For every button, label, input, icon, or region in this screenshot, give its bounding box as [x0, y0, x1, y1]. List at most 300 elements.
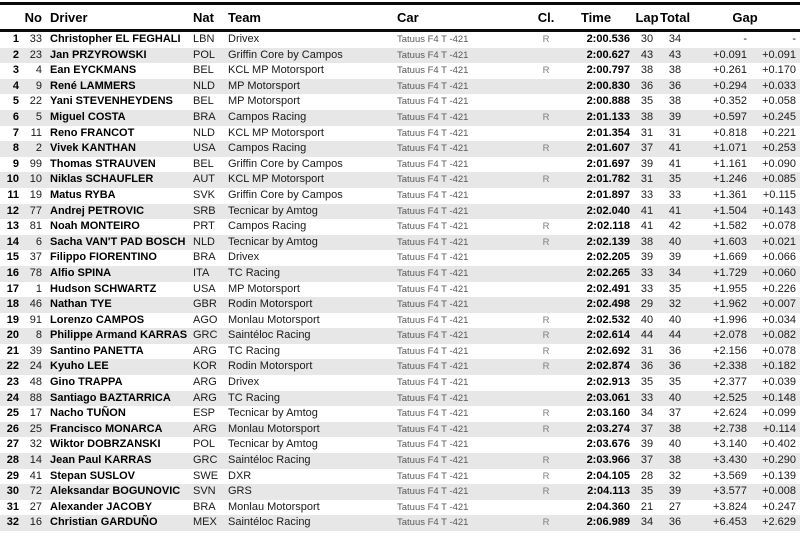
class-cell: R — [542, 330, 550, 342]
car-cell: Tatuus F4 T -421 — [397, 299, 469, 311]
driver-name-cell: Gino TRAPPA — [50, 376, 123, 389]
class-cell: R — [542, 455, 550, 467]
car-number-cell: 91 — [29, 313, 42, 326]
car-number-cell: 1 — [35, 282, 42, 295]
result-row — [0, 375, 800, 391]
time-column-header: Time — [558, 4, 634, 31]
team-cell: Monlau Motorsport — [228, 422, 320, 435]
total-laps-cell: 43 — [668, 48, 682, 61]
class-cell — [534, 250, 558, 266]
nationality-cell: SRB — [193, 204, 216, 217]
car-number-cell: 37 — [29, 251, 42, 264]
total-laps-cell: 39 — [668, 485, 682, 498]
class-cell — [534, 157, 558, 173]
class-cell — [534, 437, 558, 453]
best-time-cell: 2:02.139 — [586, 235, 630, 248]
total-laps-cell: 41 — [668, 204, 682, 217]
nationality-cell: SWE — [193, 469, 219, 482]
interval-cell: +0.082 — [762, 329, 797, 342]
lap-cell: 41 — [640, 204, 654, 217]
result-row — [0, 344, 800, 360]
nationality-cell: ITA — [193, 266, 210, 279]
driver-name-cell: Philippe Armand KARRAS — [50, 329, 188, 342]
position-cell: 25 — [6, 407, 19, 420]
gap-cell: +3.577 — [713, 485, 747, 498]
car-cell: Tatuus F4 T -421 — [397, 49, 469, 61]
best-time-cell: 2:01.133 — [586, 110, 630, 123]
driver-name-cell: Santiago BAZTARRICA — [50, 391, 171, 404]
gap-cell: +3.569 — [713, 469, 747, 482]
gap-cell: +2.156 — [713, 344, 747, 357]
driver-name-cell: Jean Paul KARRAS — [50, 454, 152, 467]
car-number-cell: 4 — [35, 64, 42, 77]
team-cell: TC Racing — [228, 391, 280, 404]
result-row — [0, 469, 800, 485]
class-cell — [534, 500, 558, 516]
nationality-cell: GRC — [193, 454, 218, 467]
position-cell: 2 — [12, 48, 19, 61]
car-number-cell: 39 — [29, 344, 42, 357]
class-cell: R — [542, 408, 550, 420]
lap-cell: 43 — [640, 48, 654, 61]
lap-cell: 36 — [640, 360, 654, 373]
driver-name-cell: Niklas SCHAUFLER — [50, 173, 154, 186]
nationality-cell: ARG — [193, 344, 217, 357]
class-column-header: Cl. — [534, 4, 558, 31]
best-time-cell: 2:02.913 — [586, 376, 630, 389]
gap-cell: - — [743, 33, 747, 45]
driver-name-cell: Matus RYBA — [50, 188, 116, 201]
interval-cell: +0.402 — [762, 438, 797, 451]
best-time-cell: 2:02.614 — [586, 329, 630, 342]
team-cell: DXR — [228, 469, 252, 482]
car-cell: Tatuus F4 T -421 — [397, 127, 469, 139]
interval-cell: +0.039 — [762, 376, 797, 389]
nationality-cell: SVN — [193, 485, 216, 498]
driver-name-cell: Reno FRANCOT — [50, 126, 135, 139]
car-cell: Tatuus F4 T -421 — [397, 189, 469, 201]
best-time-cell: 2:03.061 — [586, 391, 630, 404]
car-number-cell: 27 — [29, 500, 42, 513]
lap-cell: 31 — [640, 344, 654, 357]
car-cell: Tatuus F4 T -421 — [397, 423, 469, 435]
car-number-cell: 5 — [35, 110, 42, 123]
class-cell: R — [542, 470, 550, 482]
result-row — [0, 500, 800, 516]
car-cell: Tatuus F4 T -421 — [397, 111, 469, 123]
class-cell: R — [542, 221, 550, 233]
results-table-body — [0, 31, 800, 532]
interval-cell: +0.033 — [762, 79, 797, 92]
result-row — [0, 63, 800, 79]
nationality-cell: ARG — [193, 391, 217, 404]
nationality-cell: BEL — [193, 157, 214, 170]
total-laps-cell: 36 — [668, 516, 682, 529]
gap-cell: +6.453 — [713, 516, 747, 529]
nationality-cell: BEL — [193, 95, 214, 108]
nationality-cell: ARG — [193, 422, 217, 435]
gap-cell: +1.161 — [713, 157, 747, 170]
nationality-cell: BRA — [193, 251, 216, 264]
best-time-cell: 2:02.205 — [586, 251, 630, 264]
result-row — [0, 297, 800, 313]
team-cell: Drivex — [228, 33, 260, 45]
result-row — [0, 31, 800, 48]
driver-name-cell: Yani STEVENHEYDENS — [50, 95, 173, 108]
nationality-cell: BRA — [193, 110, 216, 123]
team-cell: Monlau Motorsport — [228, 500, 320, 513]
lap-cell: 39 — [640, 438, 654, 451]
position-cell: 4 — [12, 79, 19, 92]
interval-cell: +0.290 — [762, 454, 797, 467]
lap-cell: 44 — [640, 329, 654, 342]
lap-cell: 30 — [640, 33, 654, 45]
driver-name-cell: Stepan SUSLOV — [50, 469, 135, 482]
team-cell: Rodin Motorsport — [228, 298, 313, 311]
driver-name-cell: Ean EYCKMANS — [50, 64, 137, 77]
result-row — [0, 110, 800, 126]
car-cell: Tatuus F4 T -421 — [397, 517, 469, 529]
class-cell — [534, 375, 558, 391]
driver-name-cell: Alexander JACOBY — [50, 500, 153, 513]
driver-name-cell: Lorenzo CAMPOS — [50, 313, 145, 326]
team-cell: MP Motorsport — [228, 282, 300, 295]
best-time-cell: 2:02.491 — [586, 282, 630, 295]
best-time-cell: 2:03.966 — [586, 454, 630, 467]
team-cell: Tecnicar by Amtog — [228, 407, 318, 420]
team-cell: KCL MP Motorsport — [228, 126, 324, 139]
driver-column-header: Driver — [44, 4, 192, 31]
car-cell: Tatuus F4 T -421 — [397, 267, 469, 279]
car-cell: Tatuus F4 T -421 — [397, 252, 469, 264]
gap-cell: +1.603 — [713, 235, 747, 248]
nationality-cell: POL — [193, 438, 216, 451]
team-cell: Drivex — [228, 251, 260, 264]
car-number-cell: 33 — [29, 33, 42, 45]
gap-cell: +2.338 — [713, 360, 747, 373]
interval-cell: +0.085 — [762, 173, 797, 186]
total-column-header: Total — [660, 4, 690, 31]
best-time-cell: 2:01.354 — [586, 126, 630, 139]
class-cell — [534, 282, 558, 298]
car-cell: Tatuus F4 T -421 — [397, 143, 469, 155]
result-row — [0, 266, 800, 282]
car-number-cell: 78 — [29, 266, 42, 279]
lap-cell: 31 — [640, 126, 654, 139]
lap-cell: 28 — [640, 469, 654, 482]
driver-name-cell: Francisco MONARCA — [50, 422, 163, 435]
best-time-cell: 2:00.830 — [586, 79, 630, 92]
car-cell: Tatuus F4 T -421 — [397, 470, 469, 482]
interval-cell: +0.170 — [762, 64, 797, 77]
position-cell: 18 — [6, 298, 19, 311]
lap-cell: 37 — [640, 422, 654, 435]
position-cell: 29 — [6, 469, 19, 482]
nationality-cell: LBN — [193, 33, 215, 45]
position-cell: 24 — [6, 391, 19, 404]
best-time-cell: 2:06.989 — [586, 516, 630, 529]
result-row — [0, 48, 800, 64]
car-number-cell: 22 — [29, 95, 42, 108]
position-cell: 10 — [6, 173, 19, 186]
gap-column-header: Gap — [690, 4, 800, 31]
result-row — [0, 188, 800, 204]
team-cell: Tecnicar by Amtog — [228, 204, 318, 217]
class-cell: R — [542, 111, 550, 123]
class-cell: R — [542, 34, 550, 45]
team-cell: Drivex — [228, 376, 260, 389]
interval-cell: +0.182 — [762, 360, 797, 373]
class-cell: R — [542, 174, 550, 186]
lap-cell: 29 — [640, 298, 654, 311]
interval-cell: +0.090 — [762, 157, 797, 170]
class-cell: R — [542, 517, 550, 529]
best-time-cell: 2:00.627 — [586, 48, 630, 61]
total-laps-cell: 40 — [668, 235, 682, 248]
interval-cell: +0.060 — [762, 266, 797, 279]
best-time-cell: 2:04.105 — [586, 469, 630, 482]
best-time-cell: 2:01.607 — [586, 142, 630, 155]
car-cell: Tatuus F4 T -421 — [397, 345, 469, 357]
team-cell: Tecnicar by Amtog — [228, 235, 318, 248]
total-laps-cell: 39 — [668, 251, 682, 264]
class-cell: R — [542, 236, 550, 248]
car-cell: Tatuus F4 T -421 — [397, 80, 469, 92]
car-cell: Tatuus F4 T -421 — [397, 501, 469, 513]
lap-cell: 35 — [640, 95, 654, 108]
interval-cell: - — [792, 33, 797, 45]
car-number-column-header: No — [22, 4, 44, 31]
team-cell: GRS — [228, 485, 252, 498]
driver-name-cell: Miguel COSTA — [50, 110, 126, 123]
interval-cell: +0.253 — [762, 142, 797, 155]
nationality-cell: POL — [193, 48, 216, 61]
interval-cell: +0.021 — [762, 235, 797, 248]
lap-cell: 34 — [640, 407, 654, 420]
best-time-cell: 2:00.797 — [586, 64, 630, 77]
car-number-cell: 88 — [29, 391, 42, 404]
gap-cell: +1.962 — [713, 298, 747, 311]
nationality-cell: GRC — [193, 329, 218, 342]
lap-cell: 35 — [640, 376, 654, 389]
total-laps-cell: 36 — [668, 344, 682, 357]
team-cell: TC Racing — [228, 344, 280, 357]
car-cell: Tatuus F4 T -421 — [397, 455, 469, 467]
gap-cell: +1.996 — [713, 313, 747, 326]
class-cell: R — [542, 361, 550, 373]
nationality-column-header: Nat — [192, 4, 227, 31]
team-cell: Griffin Core by Campos — [228, 157, 343, 170]
nationality-cell: NLD — [193, 235, 216, 248]
lap-cell: 36 — [640, 79, 654, 92]
interval-cell: +0.058 — [762, 95, 797, 108]
team-cell: Monlau Motorsport — [228, 313, 320, 326]
driver-name-cell: Vivek KANTHAN — [50, 142, 136, 155]
class-cell: R — [542, 65, 550, 77]
class-cell: R — [542, 423, 550, 435]
lap-cell: 39 — [640, 251, 654, 264]
driver-name-cell: Kyuho LEE — [50, 360, 109, 373]
best-time-cell: 2:01.897 — [586, 188, 630, 201]
best-time-cell: 2:03.676 — [586, 438, 630, 451]
car-cell: Tatuus F4 T -421 — [397, 314, 469, 326]
interval-cell: +0.007 — [762, 298, 797, 311]
result-row — [0, 437, 800, 453]
car-number-cell: 17 — [29, 407, 42, 420]
lap-cell: 33 — [640, 391, 654, 404]
driver-name-cell: Wiktor DOBRZANSKI — [50, 438, 161, 451]
car-cell: Tatuus F4 T -421 — [397, 392, 469, 404]
total-laps-cell: 35 — [668, 173, 682, 186]
car-cell: Tatuus F4 T -421 — [397, 330, 469, 342]
lap-cell: 40 — [640, 313, 654, 326]
result-row — [0, 79, 800, 95]
interval-cell: +0.114 — [762, 422, 797, 435]
class-cell: R — [542, 345, 550, 357]
car-number-cell: 16 — [29, 516, 42, 529]
position-cell: 16 — [6, 266, 19, 279]
best-time-cell: 2:03.160 — [586, 407, 630, 420]
total-laps-cell: 38 — [668, 64, 682, 77]
position-cell: 6 — [12, 110, 19, 123]
nationality-cell: BRA — [193, 500, 216, 513]
gap-cell: +2.738 — [713, 422, 747, 435]
driver-name-cell: Christopher EL FEGHALI — [50, 33, 181, 45]
position-cell: 32 — [6, 516, 19, 529]
gap-cell: +0.352 — [713, 95, 747, 108]
gap-cell: +2.624 — [713, 407, 747, 420]
car-cell: Tatuus F4 T -421 — [397, 34, 469, 45]
total-laps-cell: 40 — [668, 391, 682, 404]
total-laps-cell: 34 — [668, 33, 682, 45]
gap-cell: +2.525 — [713, 391, 747, 404]
lap-cell: 34 — [640, 516, 654, 529]
position-cell: 31 — [6, 500, 19, 513]
interval-cell: +2.629 — [762, 516, 797, 529]
team-cell: MP Motorsport — [228, 95, 300, 108]
team-cell: KCL MP Motorsport — [228, 64, 324, 77]
gap-cell: +1.955 — [713, 282, 747, 295]
nationality-cell: NLD — [193, 79, 216, 92]
gap-cell: +0.091 — [713, 48, 747, 61]
interval-cell: +0.008 — [762, 485, 797, 498]
header-row — [0, 4, 800, 31]
class-cell — [534, 94, 558, 110]
gap-cell: +3.140 — [713, 438, 747, 451]
best-time-cell: 2:01.697 — [586, 157, 630, 170]
total-laps-cell: 40 — [668, 313, 682, 326]
team-cell: Rodin Motorsport — [228, 360, 313, 373]
interval-cell: +0.247 — [762, 500, 797, 513]
team-cell: TC Racing — [228, 266, 280, 279]
driver-name-cell: Jan PRZYROWSKI — [50, 48, 147, 61]
class-cell — [534, 297, 558, 313]
gap-cell: +0.818 — [713, 126, 747, 139]
car-number-cell: 19 — [29, 188, 42, 201]
car-number-cell: 6 — [35, 235, 42, 248]
total-laps-cell: 42 — [668, 220, 682, 233]
driver-name-cell: Christian GARDUÑO — [50, 516, 158, 529]
result-row — [0, 328, 800, 344]
driver-name-cell: Aleksandar BOGUNOVIC — [50, 485, 181, 498]
car-number-cell: 8 — [35, 329, 42, 342]
lap-cell: 38 — [640, 235, 654, 248]
car-number-cell: 41 — [29, 469, 42, 482]
class-cell: R — [542, 486, 550, 498]
results-table — [0, 2, 800, 531]
driver-name-cell: Alfio SPINA — [50, 266, 112, 279]
result-row — [0, 406, 800, 422]
class-cell: R — [542, 143, 550, 155]
best-time-cell: 2:02.265 — [586, 266, 630, 279]
total-laps-cell: 38 — [668, 95, 682, 108]
lap-cell: 41 — [640, 220, 654, 233]
lap-cell: 33 — [640, 282, 654, 295]
result-row — [0, 126, 800, 142]
team-cell: Saintéloc Racing — [228, 329, 311, 342]
nationality-cell: ESP — [193, 407, 216, 420]
car-cell: Tatuus F4 T -421 — [397, 377, 469, 389]
total-laps-cell: 37 — [668, 407, 682, 420]
position-cell: 17 — [6, 282, 19, 295]
result-row — [0, 313, 800, 329]
nationality-cell: USA — [193, 282, 216, 295]
team-column-header: Team — [227, 4, 396, 31]
lap-cell: 38 — [640, 64, 654, 77]
nationality-cell: AUT — [193, 173, 215, 186]
gap-cell: +0.597 — [713, 110, 747, 123]
interval-cell: +0.078 — [762, 220, 797, 233]
car-number-cell: 72 — [29, 485, 42, 498]
total-laps-cell: 41 — [668, 142, 682, 155]
total-laps-cell: 38 — [668, 454, 682, 467]
gap-cell: +1.071 — [713, 142, 747, 155]
class-cell — [534, 188, 558, 204]
lap-cell: 39 — [640, 157, 654, 170]
best-time-cell: 2:02.498 — [586, 298, 630, 311]
car-cell: Tatuus F4 T -421 — [397, 205, 469, 217]
gap-cell: +1.361 — [713, 188, 747, 201]
position-cell: 8 — [12, 142, 19, 155]
gap-cell: +3.824 — [713, 500, 747, 513]
total-laps-cell: 27 — [668, 500, 682, 513]
lap-cell: 33 — [640, 266, 654, 279]
class-cell: R — [542, 314, 550, 326]
position-cell: 12 — [6, 204, 19, 217]
position-cell: 14 — [6, 235, 19, 248]
car-number-cell: 14 — [29, 454, 42, 467]
nationality-cell: MEX — [193, 516, 217, 529]
total-laps-cell: 38 — [668, 422, 682, 435]
gap-cell: +2.377 — [713, 376, 747, 389]
car-column-header: Car — [396, 4, 534, 31]
best-time-cell: 2:04.360 — [586, 500, 630, 513]
car-cell: Tatuus F4 T -421 — [397, 174, 469, 186]
best-time-cell: 2:02.692 — [586, 344, 630, 357]
results-table-header — [0, 4, 800, 31]
car-cell: Tatuus F4 T -421 — [397, 158, 469, 170]
result-row — [0, 453, 800, 469]
lap-cell: 31 — [640, 173, 654, 186]
team-cell: Saintéloc Racing — [228, 516, 311, 529]
result-row — [0, 484, 800, 500]
nationality-cell: SVK — [193, 188, 216, 201]
lap-column-header: Lap — [634, 4, 660, 31]
position-cell: 15 — [6, 251, 19, 264]
result-row — [0, 172, 800, 188]
best-time-cell: 2:02.040 — [586, 204, 630, 217]
total-laps-cell: 34 — [668, 266, 682, 279]
